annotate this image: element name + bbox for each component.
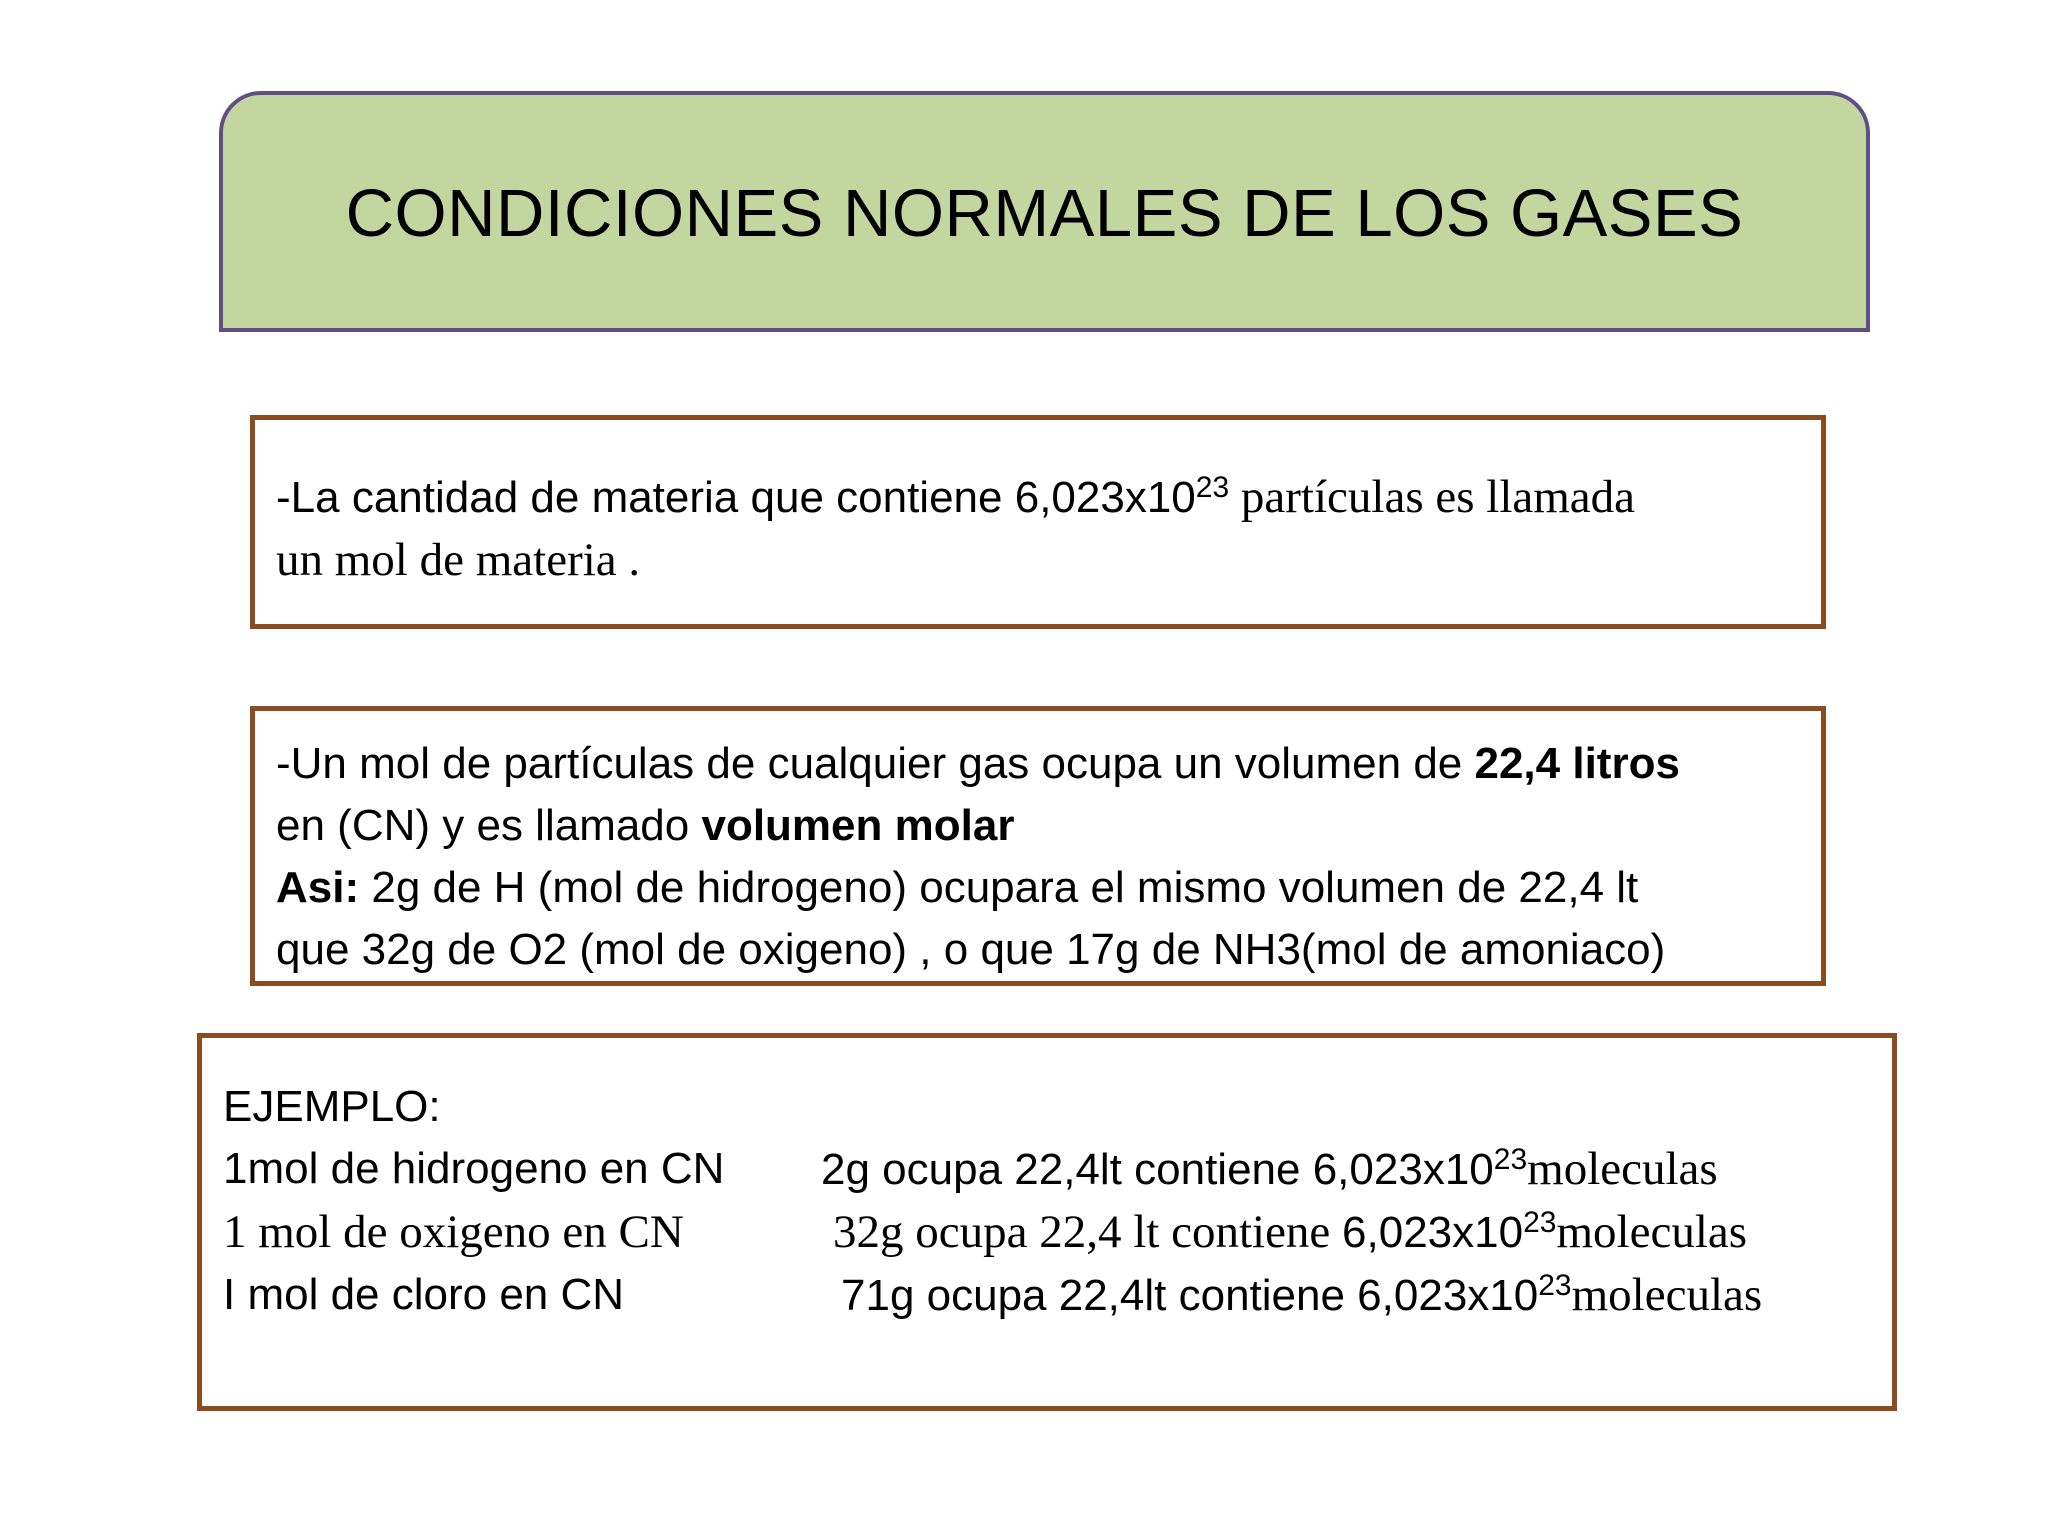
example-row-chlorine [223,1264,1892,1327]
molar-volume-text: -Un mol de partículas de cualquier gas ocupa un volumen de [276,739,1475,788]
page-title: CONDICIONES NORMALES DE LOS GASES [345,176,1744,251]
molar-volume-line-1 [276,733,1821,795]
example-row-unit: moleculas [1571,1269,1763,1321]
example-row-desc [821,1138,1718,1201]
example-box [197,1033,1897,1411]
example-row-desc [833,1201,1747,1264]
exponent: 23 [1493,1143,1528,1176]
example-row-desc-text: 71g ocupa 22,4lt contiene 6,023x10 [841,1271,1539,1320]
example-row-desc [841,1264,1762,1327]
example-row-unit: moleculas [1556,1206,1748,1258]
molar-volume-line-4: que 32g de O2 (mol de oxigeno) , o que 17g de NH3(mol de amoniaco) [276,925,1666,974]
asi-label: Asi: [276,863,360,912]
molar-volume-text-3: 2g de H (mol de hidrogeno) ocupara el mismo volumen de 22,4 lt [359,863,1639,912]
example-row-label: 1mol de hidrogeno en CN [223,1144,725,1193]
example-row-number: 6,023x10 [1342,1208,1524,1257]
example-row-desc-text: 2g ocupa 22,4lt contiene 6,023x10 [821,1145,1494,1194]
mol-definition-serif-text: partículas es llamada [1229,471,1636,523]
example-row-hydrogen [223,1138,1892,1201]
exponent: 23 [1195,471,1230,504]
molar-volume-text-2: en (CN) y es llamado [276,801,702,850]
mol-definition-line-2: un mol de materia . [276,534,641,586]
example-row-desc-text: 32g ocupa 22,4 lt contiene [833,1206,1343,1258]
molar-volume-box [250,706,1826,986]
example-row-oxygen [223,1201,1892,1264]
title-banner [219,91,1870,332]
molar-volume-term: volumen molar [701,801,1015,850]
exponent: 23 [1523,1206,1557,1239]
example-row-unit: moleculas [1527,1143,1718,1195]
example-heading: EJEMPLO: [223,1082,441,1131]
mol-definition-line-1 [276,466,1821,529]
molar-volume-value: 22,4 litros [1474,739,1680,788]
example-row-label: 1 mol de oxigeno en CN [223,1206,684,1258]
mol-definition-box [250,415,1826,629]
mol-definition-text: -La cantidad de materia que contiene 6,023x10 [276,473,1196,522]
example-row-label: I mol de cloro en CN [223,1270,625,1319]
molar-volume-line-2 [276,795,1821,857]
exponent: 23 [1538,1269,1572,1302]
molar-volume-line-3 [276,857,1821,919]
